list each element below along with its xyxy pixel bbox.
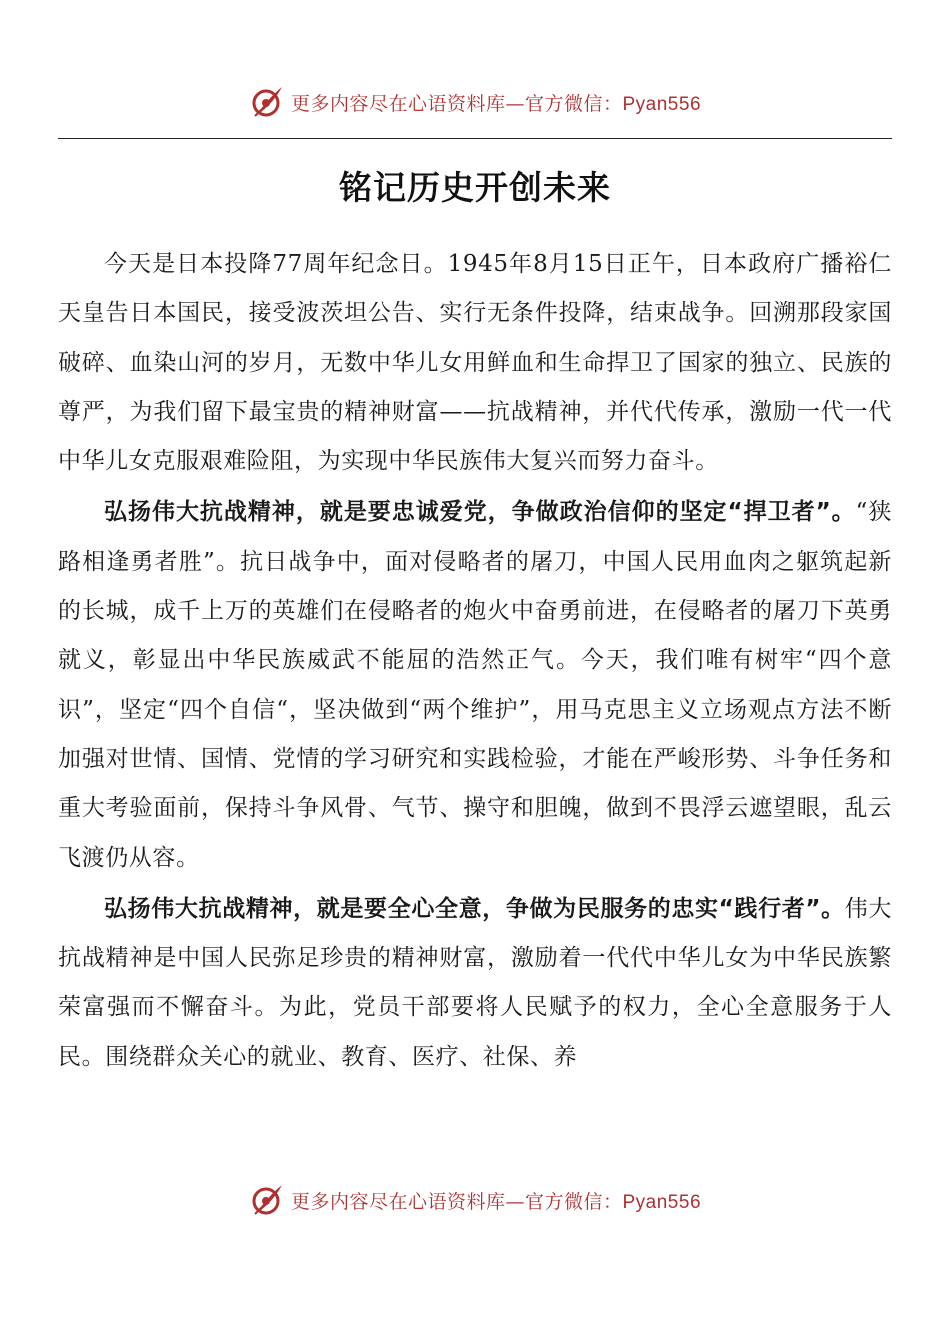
quill-pen-logo-icon	[249, 84, 285, 120]
paragraph-text: 今天是日本投降77周年纪念日。1945年8月15日正午，日本政府广播裕仁天皇告日本国民，接受波茨坦公告、实行无条件投降，结束战争。回溯那段家国破碎、血染山河的岁月，无数中华儿女用鲜血和生命捍卫了国家的独立、民族的尊严，为我们留下最宝贵的精神财富——抗战精神，并代代传承，激励一代一代中华儿女克服艰难险阻，为实现中华民族伟大复兴而努力奋斗。	[58, 251, 892, 475]
wechat-id: Pyan556	[622, 93, 702, 115]
document-body	[58, 240, 892, 1084]
header-divider	[58, 138, 892, 139]
footer-banner	[0, 1180, 950, 1220]
paragraph-text: 伟大抗战精神是中国人民弥足珍贵的精神财富，激励着一代代中华儿女为中华民族繁荣富强而不懈奋斗。为此，党员干部要将人民赋予的权力，全心全意服务于人民。围绕群众关心的就业、教育、医疗、社保、养	[58, 895, 892, 1070]
document-title: 铭记历史开创未来	[339, 168, 611, 207]
paragraph-2	[58, 488, 892, 882]
paragraph-text: “狭路相逢勇者胜”。抗日战争中，面对侵略者的屠刀，中国人民用血肉之躯筑起新的长城，成千上万的英雄们在侵略者的炮火中奋勇前进，在侵略者的屠刀下英勇就义，彰显出中华民族威武不能屈的浩然正气。今天，我们唯有树牢“四个意识”，坚定“四个自信“，坚决做到“两个维护”，用马克思主义立场观点方法不断加强对世情、国情、党情的学习研究和实践检验，才能在严峻形势、斗争任务和重大考验面前，保持斗争风骨、气节、操守和胆魄，做到不畏浮云遮望眼，乱云飞渡仍从容。	[58, 499, 892, 871]
header-banner	[0, 82, 950, 122]
paragraph-lead: 弘扬伟大抗战精神，就是要忠诚爱党，争做政治信仰的坚定“捍卫者”。	[104, 499, 856, 526]
footer-banner-text: 更多内容尽在心语资料库—官方微信：Pyan556	[290, 1190, 702, 1213]
paragraph-lead: 弘扬伟大抗战精神，就是要全心全意，争做为民服务的忠实“践行者”。	[104, 895, 845, 922]
header-banner-text: 更多内容尽在心语资料库—官方微信：Pyan556	[290, 92, 702, 115]
paragraph-1	[58, 240, 892, 486]
quill-pen-logo-icon	[249, 1182, 285, 1218]
wechat-id: Pyan556	[622, 1191, 702, 1213]
paragraph-3	[58, 885, 892, 1082]
